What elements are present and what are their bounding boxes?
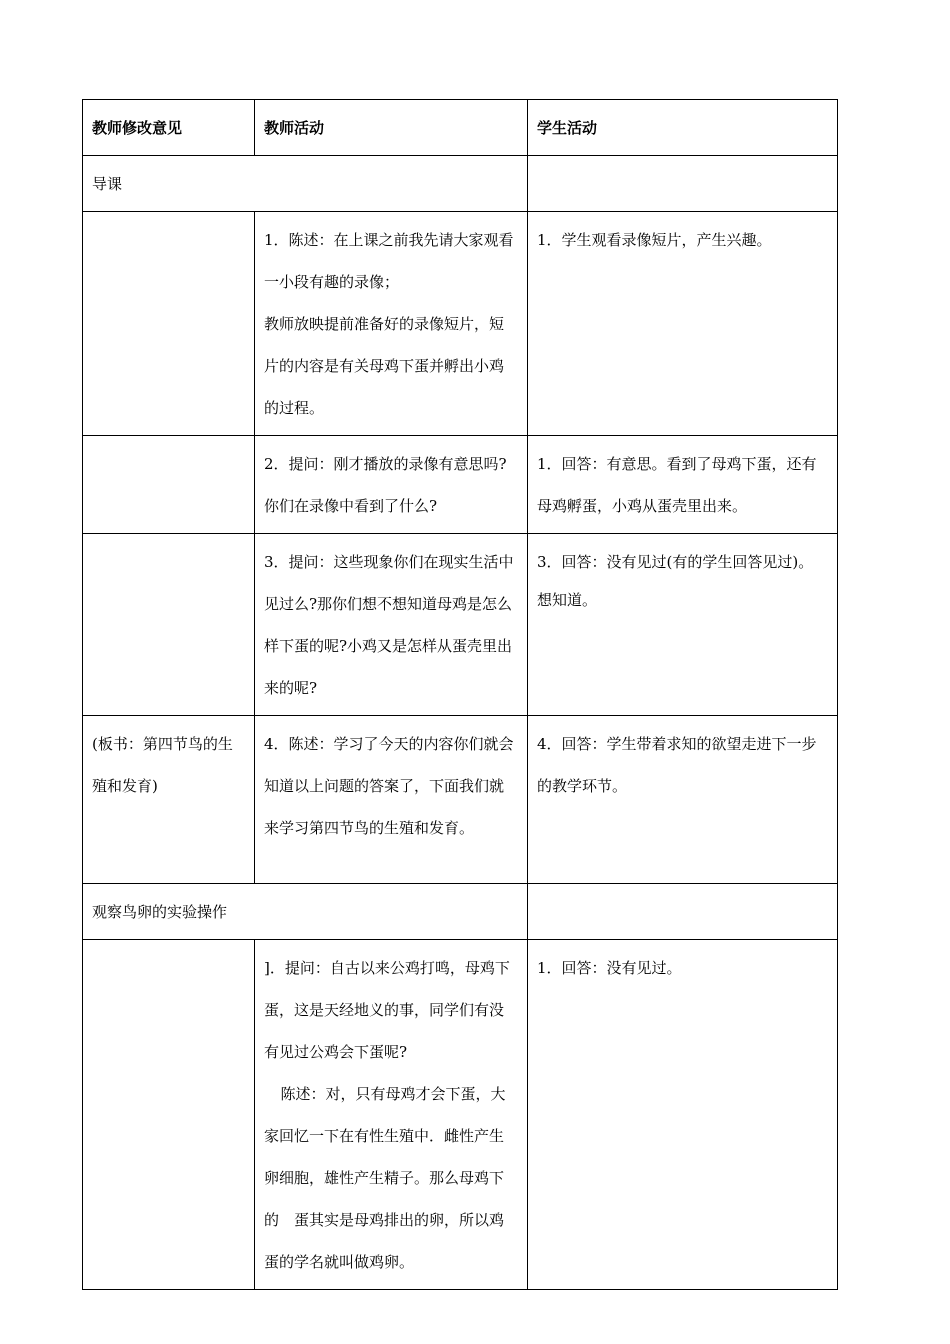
teacher-paragraph: 1．陈述：在上课之前我先请大家观看一小段有趣的录像； xyxy=(264,231,514,291)
student-paragraph: 4．回答：学生带着求知的欲望走进下一步的教学环节。 xyxy=(537,735,817,795)
teacher-activity-cell xyxy=(255,716,528,884)
section-row-intro xyxy=(83,156,838,212)
teacher-activity-cell xyxy=(255,940,528,1290)
table-row xyxy=(83,534,838,716)
header-student-activity: 学生活动 xyxy=(528,100,838,156)
table-row xyxy=(83,212,838,436)
section-title-intro: 导课 xyxy=(83,156,528,212)
note-cell xyxy=(83,212,255,436)
lesson-plan-table xyxy=(82,99,838,1290)
header-row xyxy=(83,100,838,156)
note-cell xyxy=(83,436,255,534)
student-activity-cell xyxy=(528,534,838,716)
note-cell: (板书：第四节鸟的生殖和发育) xyxy=(83,716,255,884)
table-row xyxy=(83,716,838,884)
teacher-paragraph: 教师放映提前准备好的录像短片，短片的内容是有关母鸡下蛋并孵出小鸡的过程。 xyxy=(264,315,505,417)
student-paragraph: 1．回答：没有见过。 xyxy=(537,959,682,977)
section-title-experiment: 观察鸟卵的实验操作 xyxy=(83,884,528,940)
section-row-experiment xyxy=(83,884,838,940)
table-row xyxy=(83,436,838,534)
section-intro-student xyxy=(528,156,838,212)
student-activity-cell xyxy=(528,940,838,1290)
section-experiment-student xyxy=(528,884,838,940)
teacher-activity-cell xyxy=(255,212,528,436)
student-paragraph: 1．学生观看录像短片，产生兴趣。 xyxy=(537,231,772,249)
teacher-activity-cell xyxy=(255,534,528,716)
student-activity-cell xyxy=(528,716,838,884)
student-activity-cell xyxy=(528,212,838,436)
teacher-activity-cell xyxy=(255,436,528,534)
student-paragraph: 3．回答：没有见过(有的学生回答见过)。 xyxy=(537,553,814,571)
teacher-paragraph: 4．陈述：学习了今天的内容你们就会知道以上问题的答案了，下面我们就来学习第四节鸟的生殖和发育。 xyxy=(264,735,514,837)
student-paragraph: 想知道。 xyxy=(537,591,598,609)
student-activity-cell xyxy=(528,436,838,534)
table-row xyxy=(83,940,838,1290)
teacher-paragraph: 3．提问：这些现象你们在现实生活中见过么?那你们想不想知道母鸡是怎么样下蛋的呢?小鸡又是怎样从蛋壳里出来的呢? xyxy=(264,553,514,697)
header-teacher-activity: 教师活动 xyxy=(255,100,528,156)
teacher-paragraph: 2．提问：刚才播放的录像有意思吗?你们在录像中看到了什么? xyxy=(264,455,507,515)
note-cell xyxy=(83,534,255,716)
header-teacher-notes: 教师修改意见 xyxy=(83,100,255,156)
teacher-paragraph: 陈述：对，只有母鸡才会下蛋，大家回忆一下在有性生殖中．雌性产生卵细胞，雄性产生精子。那么母鸡下的 蛋其实是母鸡排出的卵，所以鸡蛋的学名就叫做鸡卵。 xyxy=(264,1085,506,1271)
teacher-paragraph: ]．提问：自古以来公鸡打鸣，母鸡下蛋，这是天经地义的事，同学们有没有见过公鸡会下蛋呢? xyxy=(264,959,510,1061)
student-paragraph: 1．回答：有意思。看到了母鸡下蛋，还有母鸡孵蛋，小鸡从蛋壳里出来。 xyxy=(537,455,817,515)
note-cell xyxy=(83,940,255,1290)
